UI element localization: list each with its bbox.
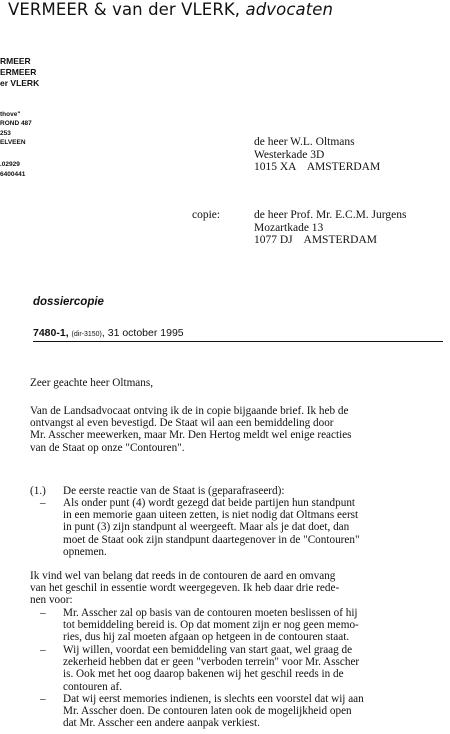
point1-dash: – [40,497,46,509]
salutation: Zeer geachte heer Oltmans, [30,377,153,389]
reference-line [33,327,184,339]
reason-2 [63,644,359,693]
reason3-line-1: Dat wij eerst memories indienen, is slechts een voorstel dat wij aan [63,693,364,705]
firm-name: VERMEER & van der VLERK, [8,0,246,19]
reason1-line-2: tot bemiddeling bereid is. Op dat moment zijn er nog geen memo- [63,619,359,632]
intro-line-2: ontvangst al even bevestigd. De Staat wil aan een bemiddeling door [30,417,334,430]
reason3-dash: – [40,693,46,705]
sidebar-detail-4: ELVEEN [0,139,26,146]
reason1-line-1: Mr. Asscher zal op basis van de contouren moeten beslissen of hij [63,607,358,619]
reference-dir: (dir-3150) [71,331,102,338]
reference-number: 7480-1, [33,327,69,339]
reason-1 [63,607,359,644]
intro-line-1: Van de Landsadvocaat ontving ik de in copie bijgaande brief. Ik heb de [30,405,349,417]
reason2-line-1: Wij willen, voordat een bemiddeling van start gaat, wel graag de [63,644,353,656]
point1-heading: De eerste reactie van de Staat is (geparafraseerd): [63,485,285,497]
reason3-line-3: dat Mr. Asscher een andere aanpak verkiest. [63,717,260,730]
reference-date: , 31 october 1995 [101,327,184,339]
reference-rule [33,341,443,342]
intro-line-3: Mr. Asscher meewerken, maar Mr. Den Hertog meldt wel enige reacties [30,429,352,442]
point1-bullet [63,497,360,558]
point1-line-1: Als onder punt (4) wordt gezegd dat beide partijen hun standpunt [63,497,356,509]
sidebar-detail-3: 253 [0,130,11,137]
reason2-dash: – [40,644,46,656]
reason2-line-2: zekerheid hebben dat er geen "verboden terrein" voor Mr. Asscher [63,656,360,669]
point1-line-2: in een memorie gaan uiteen zetten, is niet nodig dat Oltmans eerst [63,509,359,522]
sidebar-name-1: RMEER [0,56,31,66]
point1-line-4: moet de Staat ook zijn standpunt daartegenover in de "Contouren" [63,533,360,546]
dossier-label: dossiercopie [33,296,104,308]
firm-suffix: advocaten [245,0,334,19]
para2-line-2: van het geschil in essentie wordt weergegeven. Ik heb daar drie rede- [30,582,340,595]
sidebar-detail-7: 6400441 [0,171,26,178]
copy-name: de heer Prof. Mr. E.C.M. Jurgens [254,209,407,221]
addressee-block [254,136,380,174]
reason2-line-3: is. Ook met het oog daarop bakenen wij het geschil reeds in de [63,668,344,681]
reason2-line-4: contouren af. [63,680,123,693]
point1-label: (1.) [30,485,46,497]
para2 [30,570,339,607]
point1-line-3: in punt (3) zijn standpunt al weergeeft. Maar als je dat doet, dan [63,521,350,534]
reason-3 [63,693,364,730]
intro-paragraph [30,405,352,454]
addressee-city: 1015 XA AMSTERDAM [254,161,381,173]
sidebar-detail-6: .02929 [0,161,20,168]
sidebar-detail-1: thove" [0,111,21,118]
sidebar-name-2: ERMEER [0,67,37,77]
para2-line-3: nen voor: [30,594,73,607]
copy-label: copie: [192,209,221,221]
addressee-name: de heer W.L. Oltmans [254,136,355,148]
reason1-line-3: ries, dus hij zal moeten afgaan op hetgeen in de contouren staat. [63,631,350,644]
letterhead [8,0,333,19]
point1-line-5: opnemen. [63,545,107,558]
para2-line-1: Ik vind wel van belang dat reeds in de contouren de aard en omvang [30,570,336,582]
intro-line-4: van de Staat op onze "Contouren". [30,441,185,454]
reason3-line-2: Mr. Asscher doen. De contouren laten ook de mogelijkheid open [63,705,352,718]
sidebar-detail-2: ROND 487 [0,120,32,127]
sidebar-name-3: er VLERK [0,78,40,88]
addressee-street: Westerkade 3D [254,148,325,161]
copy-street: Mozartkade 13 [254,221,324,234]
copy-block [254,209,406,247]
copy-city: 1077 DJ AMSTERDAM [254,234,378,246]
reason1-dash: – [40,607,46,619]
